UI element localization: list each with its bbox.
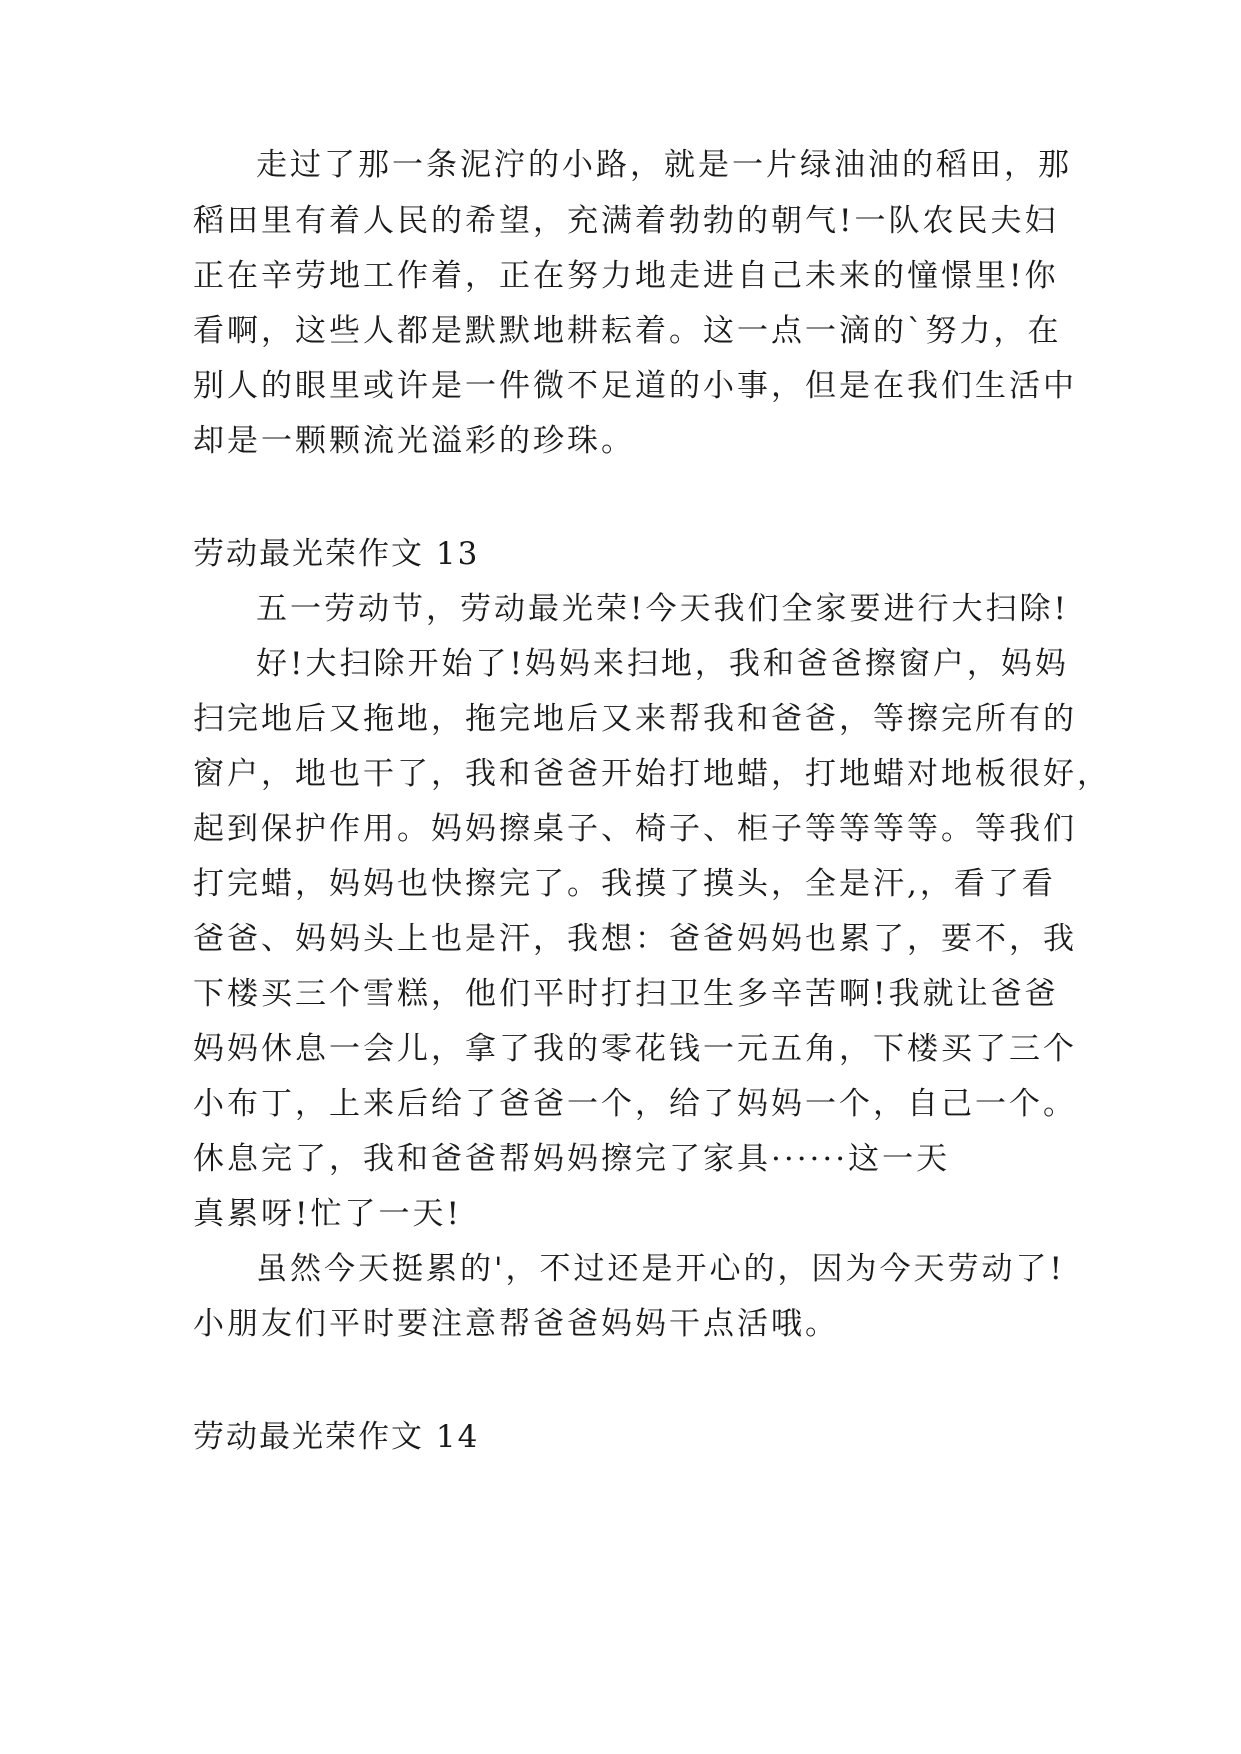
paragraph-line: 妈妈休息一会儿，拿了我的零花钱一元五角，下楼买了三个 xyxy=(193,1031,1077,1067)
paragraph-line: 小朋友们平时要注意帮爸爸妈妈干点活哦。 xyxy=(193,1306,839,1342)
paragraph-line: 起到保护作用。妈妈擦桌子、椅子、柜子等等等等。等我们 xyxy=(193,811,1077,847)
paragraph-line: 别人的眼里或许是一件微不足道的小事，但是在我们生活中 xyxy=(193,368,1077,404)
section-heading: 劳动最光荣作文 13 xyxy=(193,536,480,572)
paragraph-line: 正在辛劳地工作着，正在努力地走进自己未来的憧憬里!你 xyxy=(193,258,1059,294)
paragraph-line: 虽然今天挺累的'，不过还是开心的，因为今天劳动了! xyxy=(256,1251,1065,1287)
paragraph-line: 打完蜡，妈妈也快擦完了。我摸了摸头，全是汗,，看了看 xyxy=(193,866,1056,902)
paragraph-line: 扫完地后又拖地，拖完地后又来帮我和爸爸，等擦完所有的 xyxy=(193,701,1077,737)
paragraph-line: 下楼买三个雪糕，他们平时打扫卫生多辛苦啊!我就让爸爸 xyxy=(193,976,1059,1012)
paragraph-line: 好!大扫除开始了!妈妈来扫地，我和爸爸擦窗户，妈妈 xyxy=(256,646,1069,682)
section-heading: 劳动最光荣作文 14 xyxy=(193,1419,480,1455)
paragraph-line: 走过了那一条泥泞的小路，就是一片绿油油的稻田，那 xyxy=(256,147,1072,183)
paragraph-line: 爸爸、妈妈头上也是汗，我想：爸爸妈妈也累了，要不，我 xyxy=(193,921,1077,957)
paragraph-line: 真累呀!忙了一天! xyxy=(193,1196,462,1232)
paragraph-line: 稻田里有着人民的希望，充满着勃勃的朝气!一队农民夫妇 xyxy=(193,203,1059,239)
paragraph-line: 看啊，这些人都是默默地耕耘着。这一点一滴的`努力，在 xyxy=(193,313,1062,349)
paragraph-line: 小布丁，上来后给了爸爸一个，给了妈妈一个，自己一个。 xyxy=(193,1086,1077,1122)
paragraph-line: 休息完了，我和爸爸帮妈妈擦完了家具······这一天 xyxy=(193,1141,951,1177)
paragraph-line: 窗户，地也干了，我和爸爸开始打地蜡，打地蜡对地板很好， xyxy=(193,756,1111,792)
paragraph-line: 却是一颗颗流光溢彩的珍珠。 xyxy=(193,423,635,459)
paragraph-line: 五一劳动节，劳动最光荣!今天我们全家要进行大扫除! xyxy=(256,591,1069,627)
